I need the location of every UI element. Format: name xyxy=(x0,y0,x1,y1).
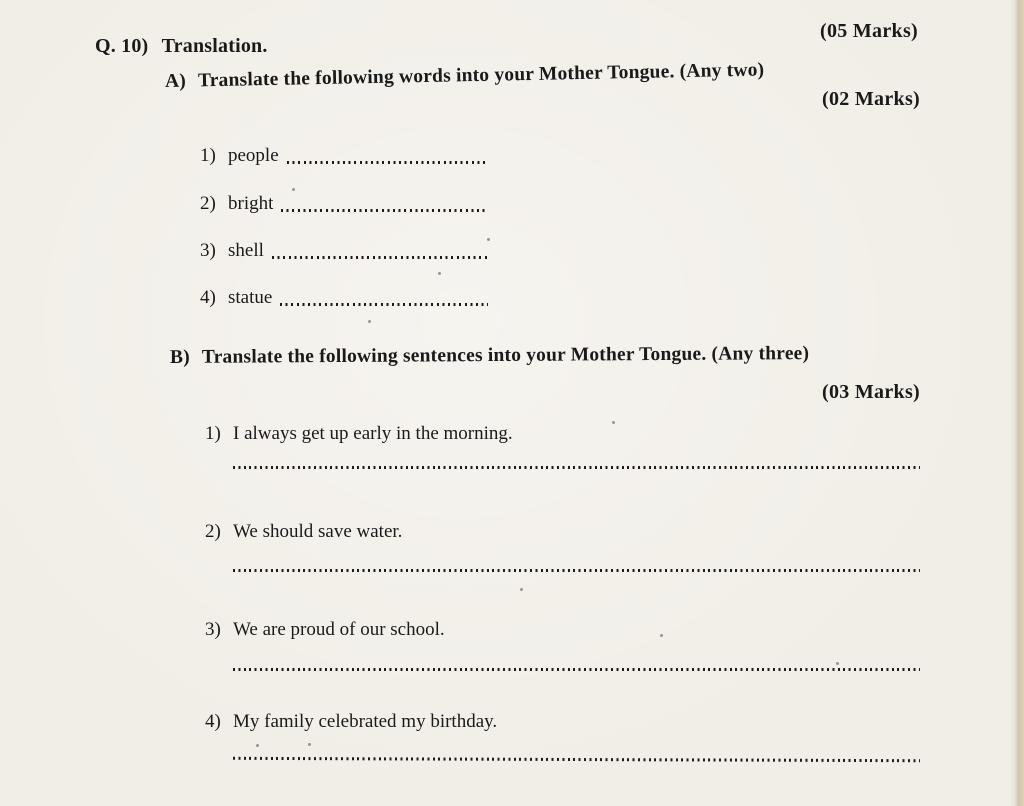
sentence-item-number: 4) xyxy=(205,711,221,732)
answer-line xyxy=(233,668,920,671)
answer-blank xyxy=(272,256,488,259)
sentence-item xyxy=(205,711,497,733)
answer-line xyxy=(233,757,920,762)
sentence-item-number: 3) xyxy=(205,619,221,640)
section-b-marks: (03 Marks) xyxy=(822,381,920,403)
section-a-label: A) xyxy=(164,70,187,92)
scan-speck xyxy=(308,743,311,746)
section-b-text: Translate the following sentences into your Mother Tongue. (Any three) xyxy=(201,343,810,368)
total-marks: (05 Marks) xyxy=(820,20,918,42)
scan-speck xyxy=(368,320,371,323)
word-item xyxy=(200,287,488,309)
section-a-marks: (02 Marks) xyxy=(822,88,920,110)
word-item xyxy=(200,240,488,262)
answer-line xyxy=(233,569,920,572)
scan-speck xyxy=(438,272,441,275)
word-item-number: 2) xyxy=(200,193,216,214)
section-a-instruction xyxy=(165,59,765,93)
word-item-number: 3) xyxy=(200,240,216,261)
word-item-number: 1) xyxy=(200,145,216,166)
sentence-item-text: We should save water. xyxy=(233,521,403,542)
sentence-item-text: I always get up early in the morning. xyxy=(233,423,513,444)
sentence-item xyxy=(205,423,513,445)
word-item-text: statue xyxy=(228,287,273,308)
word-item-number: 4) xyxy=(200,287,216,308)
section-a-text: Translate the following words into your Mother Tongue. (Any two) xyxy=(197,59,765,92)
scan-speck xyxy=(660,634,663,637)
scan-speck xyxy=(487,238,490,241)
word-item xyxy=(200,193,488,215)
word-item-text: bright xyxy=(228,193,274,214)
question-number: Q. 10) xyxy=(95,35,149,57)
scan-speck xyxy=(520,588,523,591)
scan-speck xyxy=(292,188,295,191)
word-item-text: shell xyxy=(228,240,264,261)
sentence-item-number: 1) xyxy=(205,423,221,444)
word-item xyxy=(200,145,488,167)
answer-blank xyxy=(287,161,488,164)
scan-speck xyxy=(836,662,839,665)
question-title: Translation. xyxy=(161,35,268,57)
page-edge-shadow xyxy=(1010,0,1024,806)
answer-blank xyxy=(280,303,488,306)
sentence-item-number: 2) xyxy=(205,521,221,542)
scan-speck xyxy=(612,421,615,424)
sentence-item xyxy=(205,521,402,543)
section-b-label: B) xyxy=(169,346,190,368)
scan-speck xyxy=(256,744,259,747)
word-item-text: people xyxy=(228,145,279,166)
sentence-item-text: We are proud of our school. xyxy=(233,619,445,640)
sentence-item xyxy=(205,619,445,641)
answer-line xyxy=(233,466,920,469)
sentence-item-text: My family celebrated my birthday. xyxy=(233,711,498,732)
answer-blank xyxy=(281,209,488,212)
section-b-instruction xyxy=(170,343,809,369)
question-heading xyxy=(95,35,268,58)
